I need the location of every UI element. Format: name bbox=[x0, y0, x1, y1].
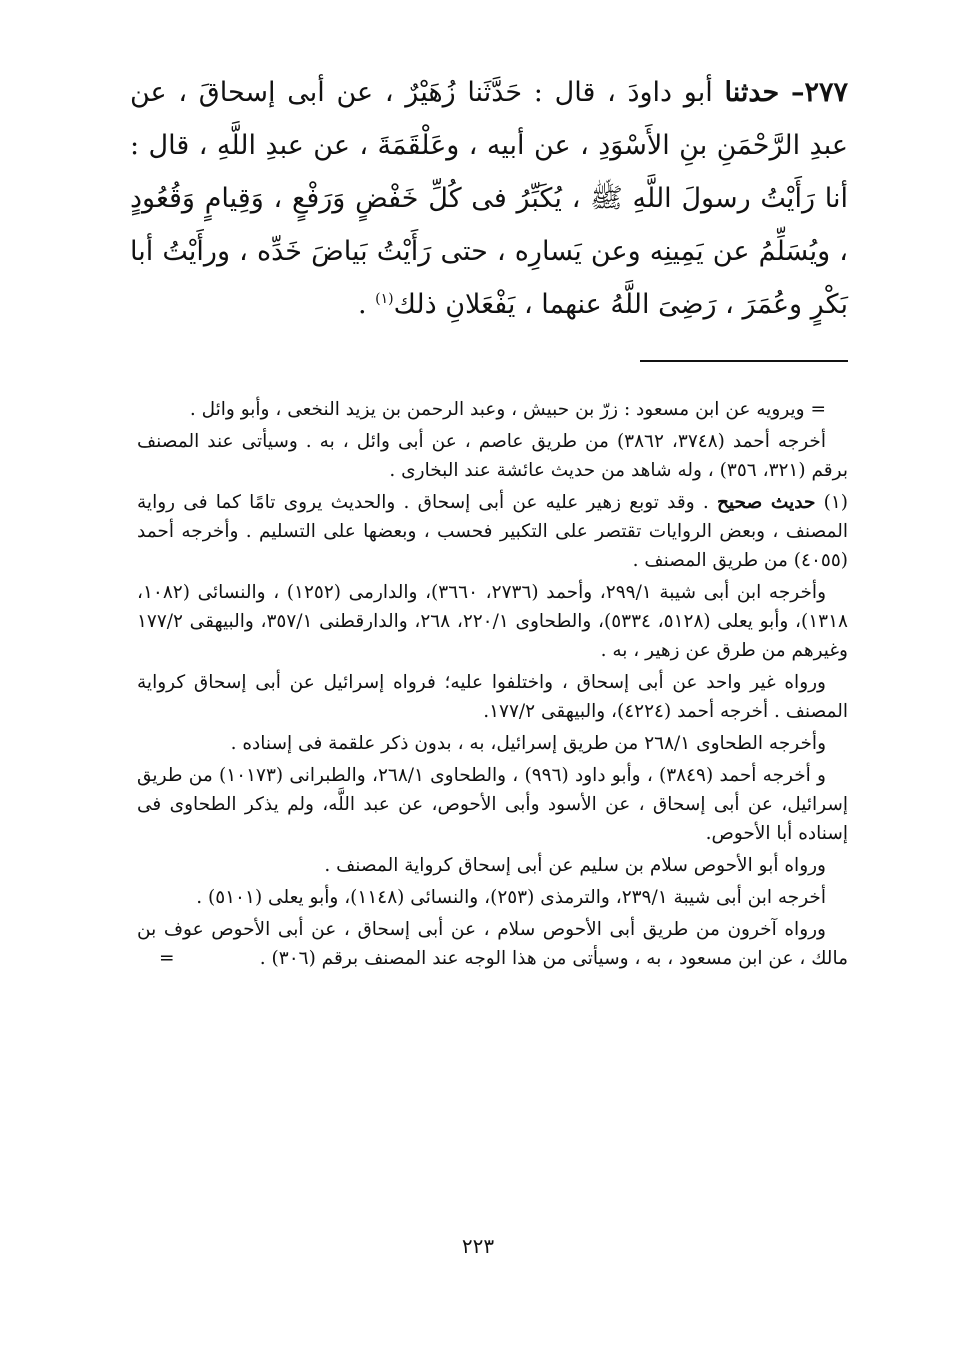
footnote-paragraph-9-text: ورواه آخرون من طريق أبى الأحوص سلام ، عن أبى إسحاق ، عن أبى الأحوص عوف بن مالك ، عن ابن مسعود ، به ، وسيأتى من هذا الوجه عند المصنف برقم (٣٠٦) . bbox=[137, 919, 848, 969]
hadith-number: ٢٧٧– bbox=[790, 77, 848, 108]
footnote-reference: (١) bbox=[375, 291, 394, 307]
footnote-1 bbox=[137, 488, 848, 575]
footnote-paragraph-5: وأخرجه الطحاوى ٢٦٨/١ من طريق إسرائيل، به ، بدون ذكر علقمة فى إسناده . bbox=[230, 733, 826, 754]
footnote-1-marker: (١) bbox=[823, 492, 848, 513]
hadith-end: . bbox=[358, 289, 376, 320]
footnote-paragraph-6: و أخرجه أحمد (٣٨٤٩) ، وأبو داود (٩٩٦) ، والطحاوى ٢٦٨/١، والطبرانى (١٠١٧٣) من طريق إسرائيل، عن أبى إسحاق ، عن الأسود وأبى الأحوص، عن عبد اللَّه، ولم يذكر الطحاوى فى إسناده أبا الأحوص. bbox=[137, 765, 848, 844]
footnote-paragraph-3: وأخرجه ابن أبى شيبة ٢٩٩/١، وأحمد (٢٧٣٦، ٣٦٦٠)، والدارمى (١٢٥٢) ، والنسائى (١٠٨٢، ١٣١٨)، وأبو يعلى (٥١٢٨، ٥٣٣٤)، والطحاوى ٢٢٠/١، ٢٦٨، والدارقطنى ٣٥٧/١، والبيهقى ١٧٧/٢ وغيرهم من طرق عن زهير ، به . bbox=[137, 582, 848, 661]
footnotes-block bbox=[137, 395, 848, 976]
footnote-paragraph-7: ورواه أبو الأحوص سلام بن سليم عن أبى إسحاق كرواية المصنف . bbox=[324, 855, 826, 876]
hadith-paragraph bbox=[130, 66, 848, 331]
hadith-lead-word: حدثنا bbox=[724, 77, 780, 108]
footnote-paragraph-9 bbox=[137, 915, 848, 973]
footnote-1-text: . وقد توبع زهير عليه عن أبى إسحاق . والحديث يروى تامًا كما فى رواية المصنف ، وبعض الروايات تقتصر على التكبير فحسب ، وبعضها على التسليم . وأخرجه أحمد (٤٠٥٥) من طريق المصنف . bbox=[137, 492, 848, 571]
hadith-body: أبو داودَ ، قال : حَدَّثَنا زُهَيْرٌ ، عن أبى إسحاقَ ، عن عبدِ الرَّحْمَنِ بنِ الأَسْوَدِ ، عن أبيه ، وعَلْقَمَةَ ، عن عبدِ اللَّهِ ، قال : أنا رَأَيْتُ رسولَ اللَّهِ ﷺ ، يُكَبِّرُ فى كُلِّ خَفْضٍ وَرَفْعٍ ، وَقِيامٍ وَقُعُودٍ ، ويُسَلِّمُ عن يَمِينِه وعن يَسارِه ، حتى رَأَيْتُ بَياضَ خَدِّه ، ورأَيْتُ أبا بَكْرٍ وعُمَرَ ، رَضِىَ اللَّهُ عنهما ، يَفْعَلانِ ذلك bbox=[130, 77, 848, 320]
footnote-paragraph-4: ورواه غير واحد عن أبى إسحاق ، واختلفوا عليه؛ فرواه إسرائيل عن أبى إسحاق كرواية المصنف . أخرجه أحمد (٤٢٢٤)، والبيهقى ١٧٧/٢. bbox=[137, 672, 848, 722]
footnote-1-grade: حديث صحيح bbox=[716, 492, 816, 513]
hadith-text-block bbox=[130, 66, 848, 331]
footnote-separator bbox=[640, 360, 848, 362]
footnote-continuation-2: أخرجه أحمد (٣٧٤٨، ٣٨٦٢) من طريق عاصم ، عن أبى وائل ، به . وسيأتى عند المصنف برقم (٣٢١، ٣٥٦) ، وله شاهد من حديث عائشة عند البخارى . bbox=[137, 431, 848, 481]
page-number: ٢٢٣ bbox=[461, 1234, 495, 1258]
continues-marker: = bbox=[159, 948, 175, 969]
footnote-paragraph-8: أخرجه ابن أبى شيبة ٢٣٩/١، والترمذى (٢٥٣)، والنسائى (١١٤٨)، وأبو يعلى (٥١٠١) . bbox=[196, 887, 826, 908]
footnote-continuation-1: = ويرويه عن ابن مسعود : زرّ بن حبيش ، وعبد الرحمن بن يزيد النخعى ، وأبو وائل . bbox=[189, 399, 826, 420]
